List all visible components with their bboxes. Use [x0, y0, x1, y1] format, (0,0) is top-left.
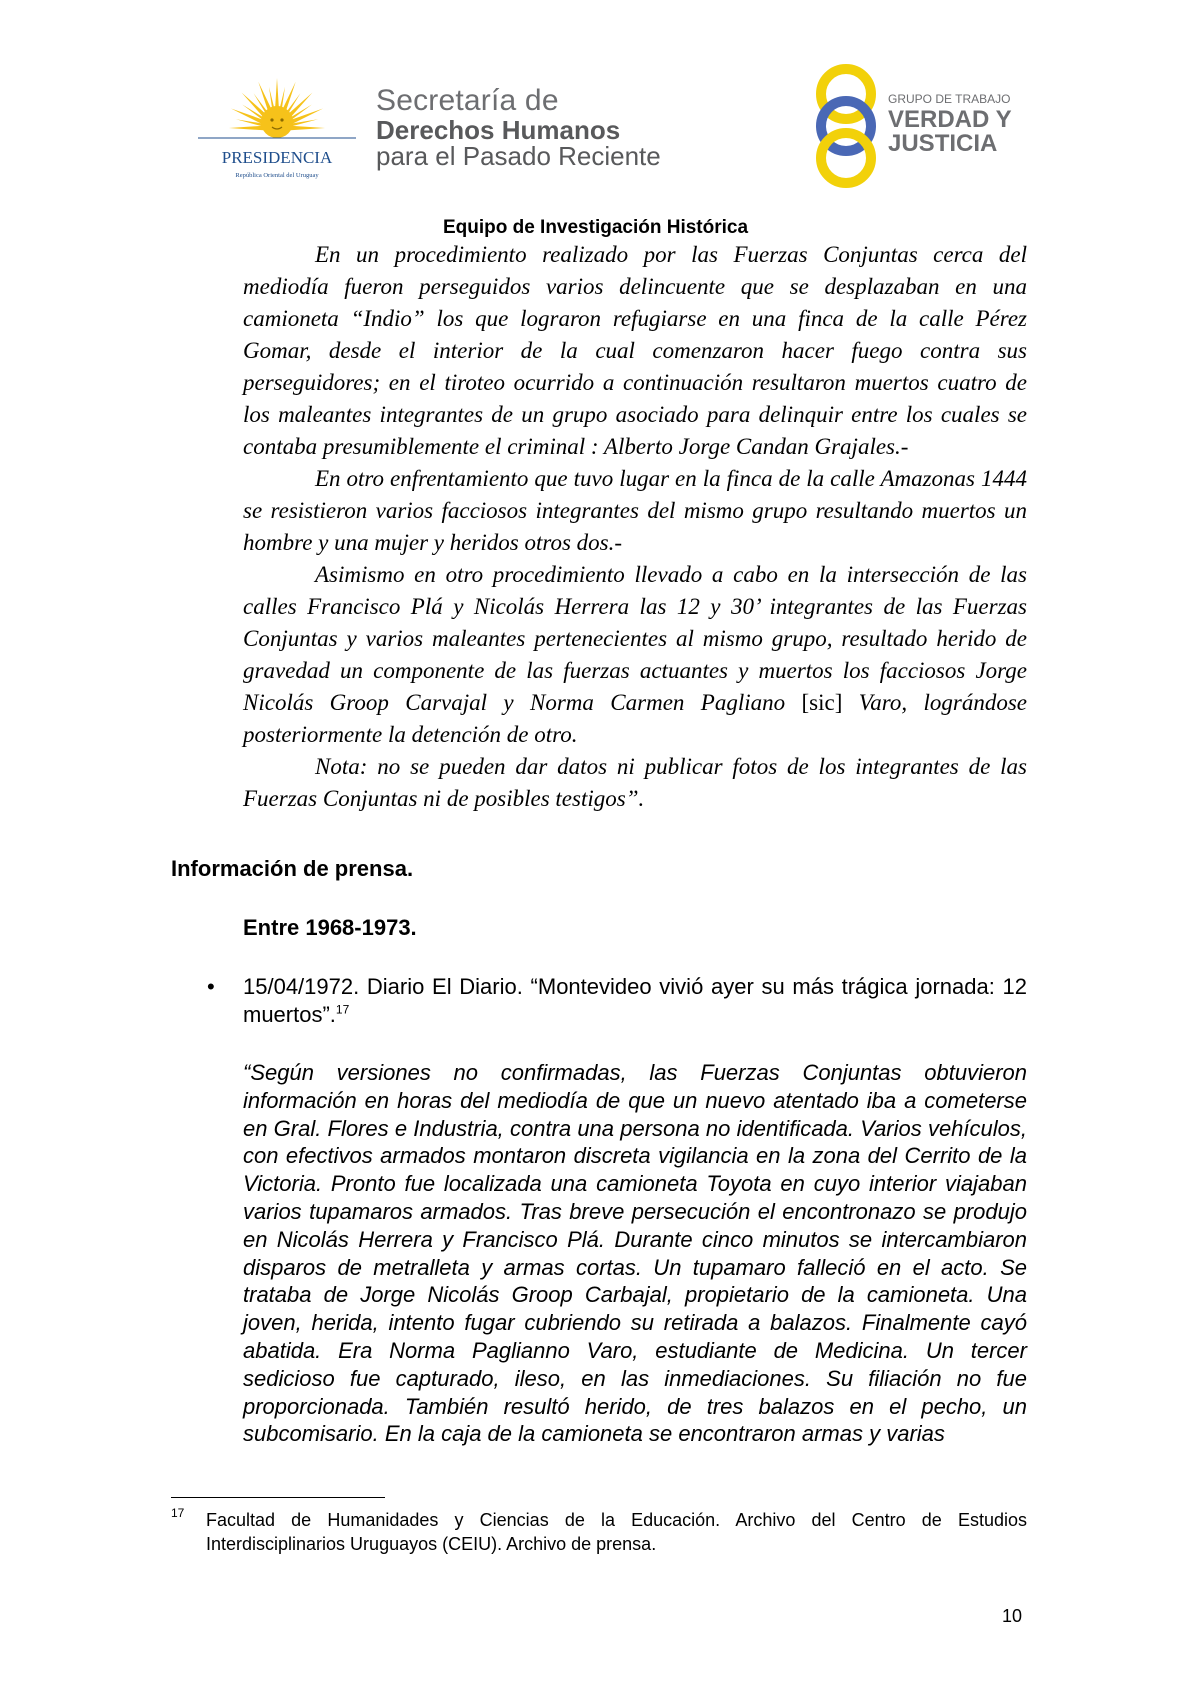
linked-rings-icon [808, 62, 1048, 192]
grupo-line-1: GRUPO DE TRABAJO [888, 92, 1011, 106]
quote-block-top [243, 239, 1027, 815]
secretaria-line-2: Derechos Humanos [376, 115, 621, 145]
footnote-divider [171, 1497, 385, 1498]
press-citation-text: 15/04/1972. Diario El Diario. “Montevideo vivió ayer su más trágica jornada: 12 muertos”. [243, 974, 1027, 1027]
quote-paragraph: En un procedimiento realizado por las Fuerzas Conjuntas cerca del mediodía fueron perseguidos varios delincuente que se desplazaban en una camioneta “Indio” los que lograron refugiarse en una finca de la calle Pérez Gomar, desde el interior de la cual comenzaron hacer fuego contra sus perseguidores; en el tiroteo ocurrido a continuación resultaron muertos cuatro de los maleantes integrantes de un grupo asociado para delinquir entre los cuales se contaba presumiblemente el criminal : Alberto Jorge Candan Grajales.- [243, 242, 1027, 459]
quote-paragraph-text: Asimismo en otro procedimiento llevado a cabo en la intersección de las calles Francisco Plá y Nicolás Herrera las 12 y 30’ integrantes de las Fuerzas Conjuntas y varios maleantes pertenecientes al mismo grupo, resultado herido de gravedad un componente de las fuerzas actuantes y muertos los facciosos Jorge Nicolás Groop Carvajal y Norma Carmen Pagliano [243, 562, 1027, 715]
quote-paragraph: Nota: no se pueden dar datos ni publicar fotos de los integrantes de las Fuerzas Conjuntas ni de posibles testigos”. [243, 754, 1027, 811]
presidencia-logo [196, 72, 358, 184]
grupo-trabajo-logo [808, 62, 1048, 192]
team-name: Equipo de Investigación Histórica [442, 217, 749, 238]
presidencia-subtitle: República Oriental del Uruguay [235, 172, 319, 179]
section-heading: Información de prensa. [171, 856, 414, 881]
secretaria-line-1: Secretaría de [376, 84, 559, 117]
secretaria-line-3: para el Pasado Reciente [376, 141, 661, 171]
quote-paragraph [243, 559, 1027, 751]
press-quote: “Según versiones no confirmadas, las Fuerzas Conjuntas obtuvieron información en horas del mediodía de que un nuevo atentado iba a cometerse en Gral. Flores e Industria, contra una persona no identificada. Varios vehículos, con efectivos armados montaron discreta vigilancia en la zona del Cerrito de la Victoria. Pronto fue localizada una camioneta Toyota en cuyo interior viajaban varios tupamaros armados. Tras breve persecución el encontronazo se produjo en Nicolás Herrera y Francisco Plá. Durante cinco minutos se intercambiaron disparos de metralleta y armas cortas. Un tupamaro falleció en el acto. Se trataba de Jorge Nicolás Groop Carbajal, propietario de la camioneta. Una joven, herida, intento fugar cubriendo su retirada a balazos. Finalmente cayó abatida. Era Norma Paglianno Varo, estudiante de Medicina. Un tercer sedicioso fue capturado, ileso, en las inmediaciones. Su filiación no fue proporcionada. También resultó herido, de tres balazos en el pecho, un subcomisario. En la caja de la camioneta se encontraron armas y varias [243, 1060, 1027, 1447]
sun-icon [196, 72, 358, 184]
quote-paragraph: En otro enfrentamiento que tuvo lugar en la finca de la calle Amazonas 1444 se resistieron varios facciosos integrantes del mismo grupo resultando muertos un hombre y una mujer y heridos otros dos.- [243, 466, 1027, 555]
grupo-line-3: JUSTICIA [888, 130, 998, 157]
page-number: 10 [1002, 1606, 1023, 1626]
footnote-text: Facultad de Humanidades y Ciencias de la Educación. Archivo del Centro de Estudios Interdisciplinarios Uruguayos (CEIU). Archivo de prensa. [206, 1510, 1027, 1554]
subsection-heading: Entre 1968-1973. [243, 915, 417, 940]
footnote-number: 17 [171, 1506, 185, 1520]
grupo-line-2: VERDAD Y [888, 106, 1012, 133]
secretaria-title [376, 86, 661, 169]
press-citation [243, 973, 1027, 1029]
quote-paragraph-text: Varo, lográndose posteriormente la detención de otro. [243, 690, 1027, 747]
sic-marker: [sic] [801, 690, 843, 715]
presidencia-name: PRESIDENCIA [221, 148, 333, 167]
footnote-ref[interactable]: 17 [335, 1002, 350, 1017]
bullet-icon: • [207, 974, 215, 999]
